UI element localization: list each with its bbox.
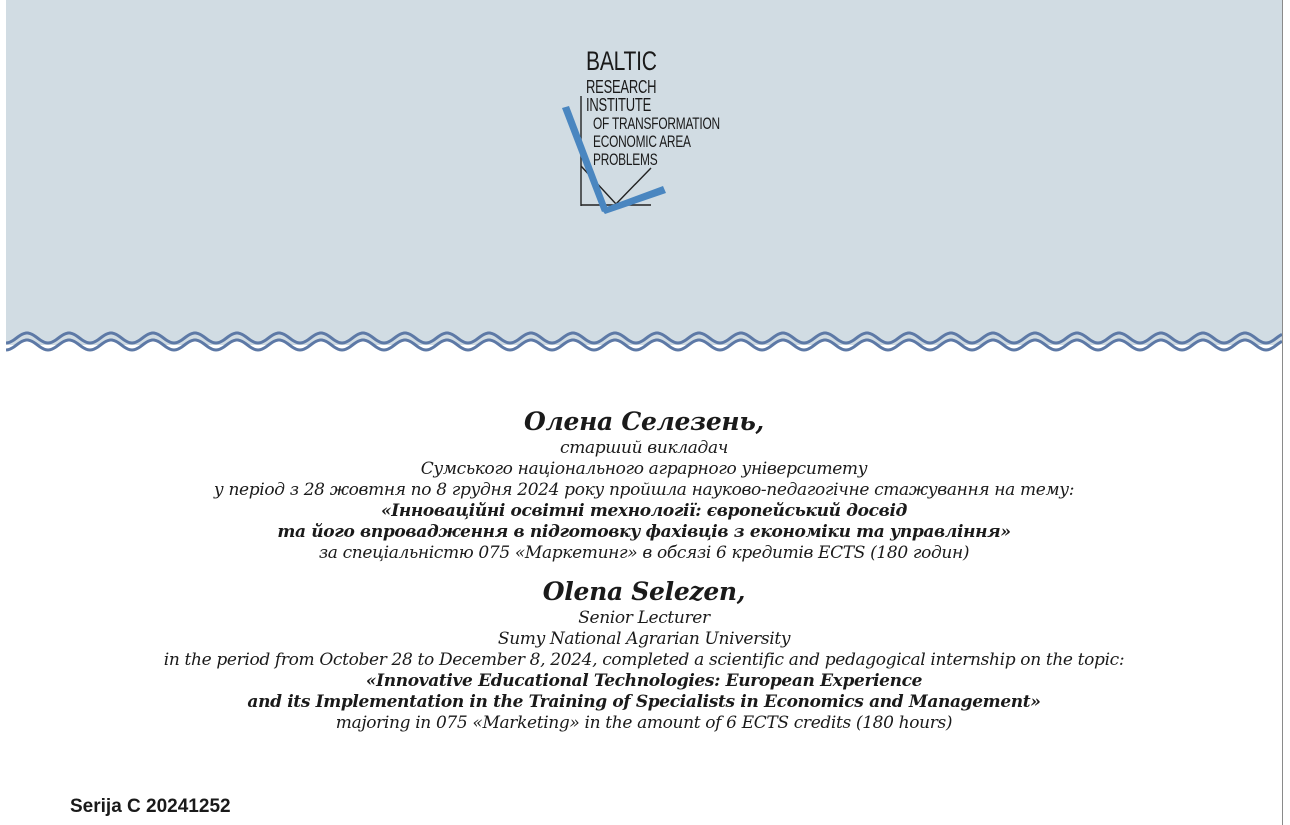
logo-text-line: OF TRANSFORMATION <box>593 114 720 133</box>
university-en: Sumy National Agrarian University <box>497 629 791 649</box>
page-edge <box>1282 0 1283 825</box>
topic-line1-ua: «Інноваційні освітні технології: європейський досвід <box>380 501 908 521</box>
header-band <box>6 0 1282 345</box>
logo-text-line: INSTITUTE <box>586 95 652 115</box>
recipient-name-ua: Олена Селезень, <box>524 407 764 436</box>
university-ua: Сумського національного аграрного університету <box>420 459 868 479</box>
recipient-name-en: Olena Selezen, <box>542 577 746 606</box>
position-en: Senior Lecturer <box>578 608 710 628</box>
topic-line2-ua: та його впровадження в підготовку фахівців з економіки та управління» <box>277 522 1011 542</box>
ukrainian-text-block <box>6 406 1282 564</box>
specialty-en: majoring in 075 «Marketing» in the amount of 6 ECTS credits (180 hours) <box>335 713 953 733</box>
wave-divider <box>6 322 1282 362</box>
period-en: in the period from October 28 to December 8, 2024, completed a scientific and pedagogical internship on the topic: <box>163 650 1125 670</box>
period-ua: у період з 28 жовтня по 8 грудня 2024 року пройшла науково-педагогічне стажування на тему: <box>213 480 1075 500</box>
topic-line2-en: and its Implementation in the Training of Specialists in Economics and Management» <box>247 692 1041 712</box>
institute-logo <box>556 46 746 218</box>
position-ua: старший викладач <box>560 438 728 458</box>
specialty-ua: за спеціальністю 075 «Маркетинг» в обсязі 6 кредитів ECTS (180 годин) <box>318 543 970 563</box>
english-text-block <box>6 576 1282 734</box>
serial-number: Serija C 20241252 <box>70 796 231 817</box>
topic-line1-en: «Innovative Educational Technologies: European Experience <box>365 671 923 691</box>
logo-text-line: RESEARCH <box>586 77 657 97</box>
certificate-page <box>6 0 1282 825</box>
logo-text-line: BALTIC <box>586 46 657 76</box>
logo-text-line: PROBLEMS <box>593 150 658 169</box>
logo-text-line: ECONOMIC AREA <box>593 132 691 151</box>
